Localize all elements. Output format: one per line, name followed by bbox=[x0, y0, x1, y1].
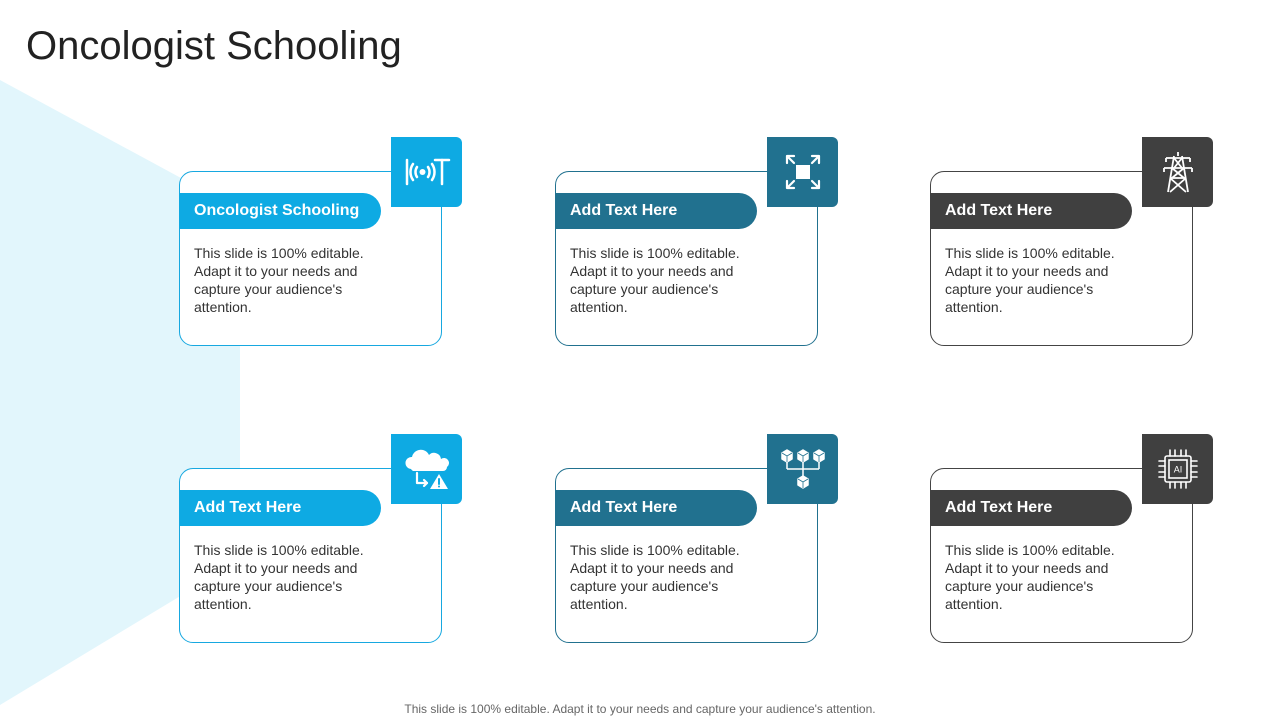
card-body-text: This slide is 100% editable. Adapt it to your needs and capture your audience's attention. bbox=[570, 245, 740, 315]
card-body-text: This slide is 100% editable. Adapt it to your needs and capture your audience's attention. bbox=[945, 542, 1115, 612]
card-5 bbox=[555, 434, 838, 645]
ai-chip-icon bbox=[1142, 434, 1213, 504]
card-body-text: This slide is 100% editable. Adapt it to your needs and capture your audience's attention. bbox=[945, 245, 1115, 315]
card-6 bbox=[930, 434, 1213, 645]
card-heading: Add Text Here bbox=[179, 490, 381, 526]
card-3 bbox=[930, 137, 1213, 348]
footer-note: This slide is 100% editable. Adapt it to your needs and capture your audience's attention. bbox=[404, 702, 876, 716]
ai-chip-label: AI bbox=[1173, 464, 1182, 475]
card-body-text: This slide is 100% editable. Adapt it to your needs and capture your audience's attention. bbox=[194, 245, 364, 315]
card-2 bbox=[555, 137, 838, 348]
card-1 bbox=[179, 137, 462, 348]
card-heading: Oncologist Schooling bbox=[179, 193, 381, 229]
page-title: Oncologist Schooling bbox=[26, 24, 402, 68]
expand-icon bbox=[767, 137, 838, 207]
card-heading: Add Text Here bbox=[555, 490, 757, 526]
cloud-warning-icon bbox=[391, 434, 462, 504]
block-network-icon bbox=[767, 434, 838, 504]
card-heading: Add Text Here bbox=[930, 193, 1132, 229]
card-4 bbox=[179, 434, 462, 645]
card-body-text: This slide is 100% editable. Adapt it to your needs and capture your audience's attention. bbox=[194, 542, 364, 612]
card-body-text: This slide is 100% editable. Adapt it to your needs and capture your audience's attention. bbox=[570, 542, 740, 612]
iot-icon bbox=[391, 137, 462, 207]
transmission-tower-icon bbox=[1142, 137, 1213, 207]
card-heading: Add Text Here bbox=[555, 193, 757, 229]
card-heading: Add Text Here bbox=[930, 490, 1132, 526]
